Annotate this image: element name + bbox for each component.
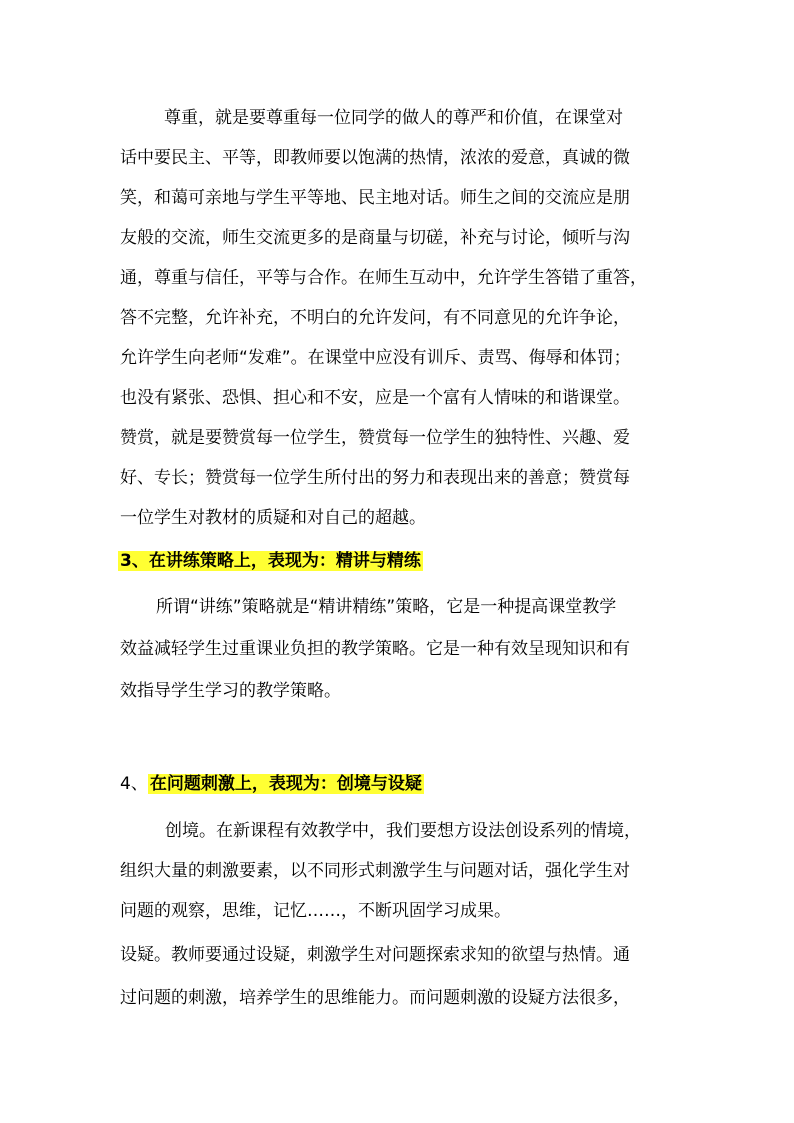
- highlighted-heading-4: 在问题刺激上，表现为：创境与设疑: [149, 774, 422, 794]
- highlighted-heading-3: 3、在讲练策略上，表现为：精讲与精练: [120, 551, 421, 571]
- section-heading-4: [120, 771, 424, 797]
- para1-line-4: 友般的交流，师生交流更多的是商量与切磋，补充与讨论，倾听与沟: [120, 228, 630, 248]
- para4-line-3: 问题的观察，思维，记忆……，不断巩固学习成果。: [120, 901, 511, 921]
- heading-4-number: 4、: [120, 774, 148, 794]
- para1-line-5: 通，尊重与信任，平等与合作。在师生互动中，允许学生答错了重答，: [120, 268, 647, 288]
- para4-line-5: 过问题的刺激，培养学生的思维能力。而问题刺激的设疑方法很多，: [120, 988, 630, 1008]
- para3-line-1: 所谓“讲练”策略就是“精讲精练”策略，它是一种提高课堂教学: [156, 597, 617, 617]
- para4-line-2: 组织大量的刺激要素，以不同形式刺激学生与问题对话，强化学生对: [120, 861, 630, 881]
- para1-line-11: 一位学生对教材的质疑和对自己的超越。: [120, 508, 426, 528]
- para4-line-4: 设疑。教师要通过设疑，刺激学生对问题探索求知的欲望与热情。通: [120, 945, 630, 965]
- para3-line-2: 效益减轻学生过重课业负担的教学策略。它是一种有效呈现知识和有: [120, 639, 630, 659]
- para1-line-1: 尊重，就是要尊重每一位同学的做人的尊严和价值，在课堂对: [164, 108, 623, 128]
- para1-line-8: 也没有紧张、恐惧、担心和不安，应是一个富有人情味的和谐课堂。: [120, 388, 630, 408]
- para3-line-3: 效指导学生学习的教学策略。: [120, 681, 341, 701]
- para1-line-10: 好、专长；赞赏每一位学生所付出的努力和表现出来的善意；赞赏每: [120, 468, 630, 488]
- para1-line-2: 话中要民主、平等，即教师要以饱满的热情，浓浓的爱意，真诚的微: [120, 148, 630, 168]
- para4-line-1: 创境。在新课程有效教学中，我们要想方设法创设系列的情境，: [165, 821, 641, 841]
- section-heading-3: [118, 548, 423, 574]
- para1-line-7: 允许学生向老师“发难”。在课堂中应没有训斥、责骂、侮辱和体罚；: [120, 348, 631, 368]
- para1-line-6: 答不完整，允许补充，不明白的允许发问，有不同意见的允许争论，: [120, 308, 630, 328]
- para1-line-3: 笑，和蔼可亲地与学生平等地、民主地对话。师生之间的交流应是朋: [120, 188, 630, 208]
- para1-line-9: 赞赏，就是要赞赏每一位学生，赞赏每一位学生的独特性、兴趣、爱: [120, 428, 630, 448]
